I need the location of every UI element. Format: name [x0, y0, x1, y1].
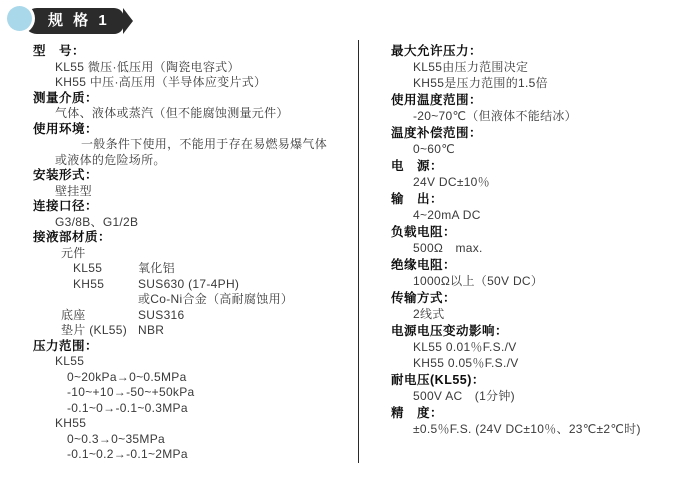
spec-line: 0~20kPa→0~0.5MPa	[67, 369, 187, 384]
spec-section	[33, 199, 352, 230]
spec-heading: 接液部材质：	[33, 230, 112, 244]
spec-section	[391, 158, 696, 190]
spec-line: 气体、液体或蒸汽（但不能腐蚀测量元件）	[55, 106, 289, 120]
spec-section	[33, 91, 352, 122]
spec-columns	[0, 40, 700, 463]
spec-heading: 安装形式：	[33, 168, 99, 182]
spec-line: 0~0.3→0~35MPa	[67, 431, 165, 446]
spec-section	[33, 339, 352, 463]
spec-section	[391, 43, 696, 91]
spec-heading: 测量介质：	[33, 90, 99, 105]
spec-section	[391, 191, 696, 223]
spec-line: 0~60℃	[413, 142, 456, 156]
spec-line: KH55是压力范围的1.5倍	[413, 76, 548, 90]
spec-row-label: KL55	[73, 261, 103, 275]
spec-table-row	[33, 261, 352, 277]
spec-table-row	[33, 277, 352, 293]
spec-heading: 连接口径：	[33, 199, 99, 213]
spec-row-value: 或Co-Ni合金（高耐腐蚀用）	[138, 292, 294, 306]
spec-line: 2线式	[413, 307, 445, 321]
spec-heading: 最大允许压力：	[391, 44, 483, 58]
spec-row-value: 氧化铝	[138, 261, 175, 275]
spec-section	[33, 168, 352, 199]
spec-heading: 使用温度范围：	[391, 93, 483, 107]
spec-section	[391, 125, 696, 157]
spec-section	[391, 323, 696, 371]
spec-table-row	[33, 308, 352, 324]
bullet-circle-icon	[7, 6, 32, 31]
spec-section	[391, 92, 696, 124]
spec-line: 4~20mA DC	[413, 208, 481, 222]
spec-row-label: 底座	[61, 307, 86, 322]
spec-heading: 电源电压变动影响：	[391, 324, 509, 338]
spec-section	[33, 230, 352, 339]
spec-section	[391, 290, 696, 322]
spec-section	[391, 224, 696, 256]
spec-row-value: SUS630 (17-4PH)	[138, 276, 240, 291]
spec-line: KH55 0.05％F.S./V	[413, 356, 519, 370]
spec-line: 500V AC (1分钟)	[413, 389, 515, 403]
left-column	[0, 40, 358, 463]
spec-heading: 使用环境：	[33, 121, 99, 136]
spec-line: ±0.5％F.S. (24V DC±10％、23℃±2℃时)	[413, 422, 641, 436]
spec-heading: 压力范围：	[33, 338, 99, 353]
spec-line: 元件	[61, 245, 86, 260]
right-column	[359, 40, 700, 463]
spec-line: -20~70℃（但液体不能结冰）	[413, 109, 577, 123]
spec-line: 壁挂型	[55, 183, 92, 198]
page-title: 规 格 1	[48, 12, 110, 29]
spec-line: 500Ω max.	[413, 241, 483, 255]
spec-heading: 精 度：	[391, 406, 444, 420]
spec-section	[391, 372, 696, 404]
spec-heading: 耐电压(KL55)：	[391, 373, 485, 387]
spec-line: G3/8B、G1/2B	[55, 214, 139, 229]
spec-line: KL55	[55, 354, 85, 368]
spec-heading: 电 源：	[391, 159, 444, 173]
spec-line: -0.1~0→-0.1~0.3MPa	[67, 400, 188, 415]
spec-table-row	[33, 323, 352, 339]
spec-line: KH55	[55, 416, 87, 430]
spec-section	[33, 44, 352, 91]
spec-row-label: KH55	[73, 276, 105, 291]
spec-heading: 型 号：	[33, 44, 86, 58]
spec-line: -10~+10→-50~+50kPa	[67, 385, 195, 399]
spec-heading: 传输方式：	[391, 291, 457, 305]
spec-table-row	[33, 292, 352, 308]
spec-heading: 温度补偿范围：	[391, 126, 483, 140]
spec-row-value: SUS316	[138, 307, 185, 322]
spec-line: KL55由压力范围决定	[413, 60, 529, 74]
spec-heading: 负载电阻：	[391, 225, 457, 239]
spec-line: 1000Ω以上（50V DC）	[413, 274, 544, 288]
spec-row-label: 垫片 (KL55)	[61, 323, 128, 337]
spec-section	[391, 405, 696, 437]
spec-heading: 输 出：	[391, 192, 444, 206]
spec-line: KL55 微压·低压用（陶瓷电容式）	[55, 59, 240, 74]
spec-line: KL55 0.01％F.S./V	[413, 340, 517, 354]
spec-heading: 绝缘电阻：	[391, 258, 457, 272]
spec-section	[391, 257, 696, 289]
spec-section	[33, 122, 352, 169]
spec-line: 一般条件下使用，不能用于存在易燃易爆气体	[81, 137, 328, 151]
spec-line: 24V DC±10％	[413, 175, 490, 189]
spec-line: 或液体的危险场所。	[55, 152, 166, 167]
section-title-banner	[24, 8, 124, 34]
spec-row-value: NBR	[138, 323, 165, 337]
spec-line: KH55 中压·高压用（半导体应变片式）	[55, 75, 267, 89]
spec-line: -0.1~0.2→-0.1~2MPa	[67, 447, 188, 461]
